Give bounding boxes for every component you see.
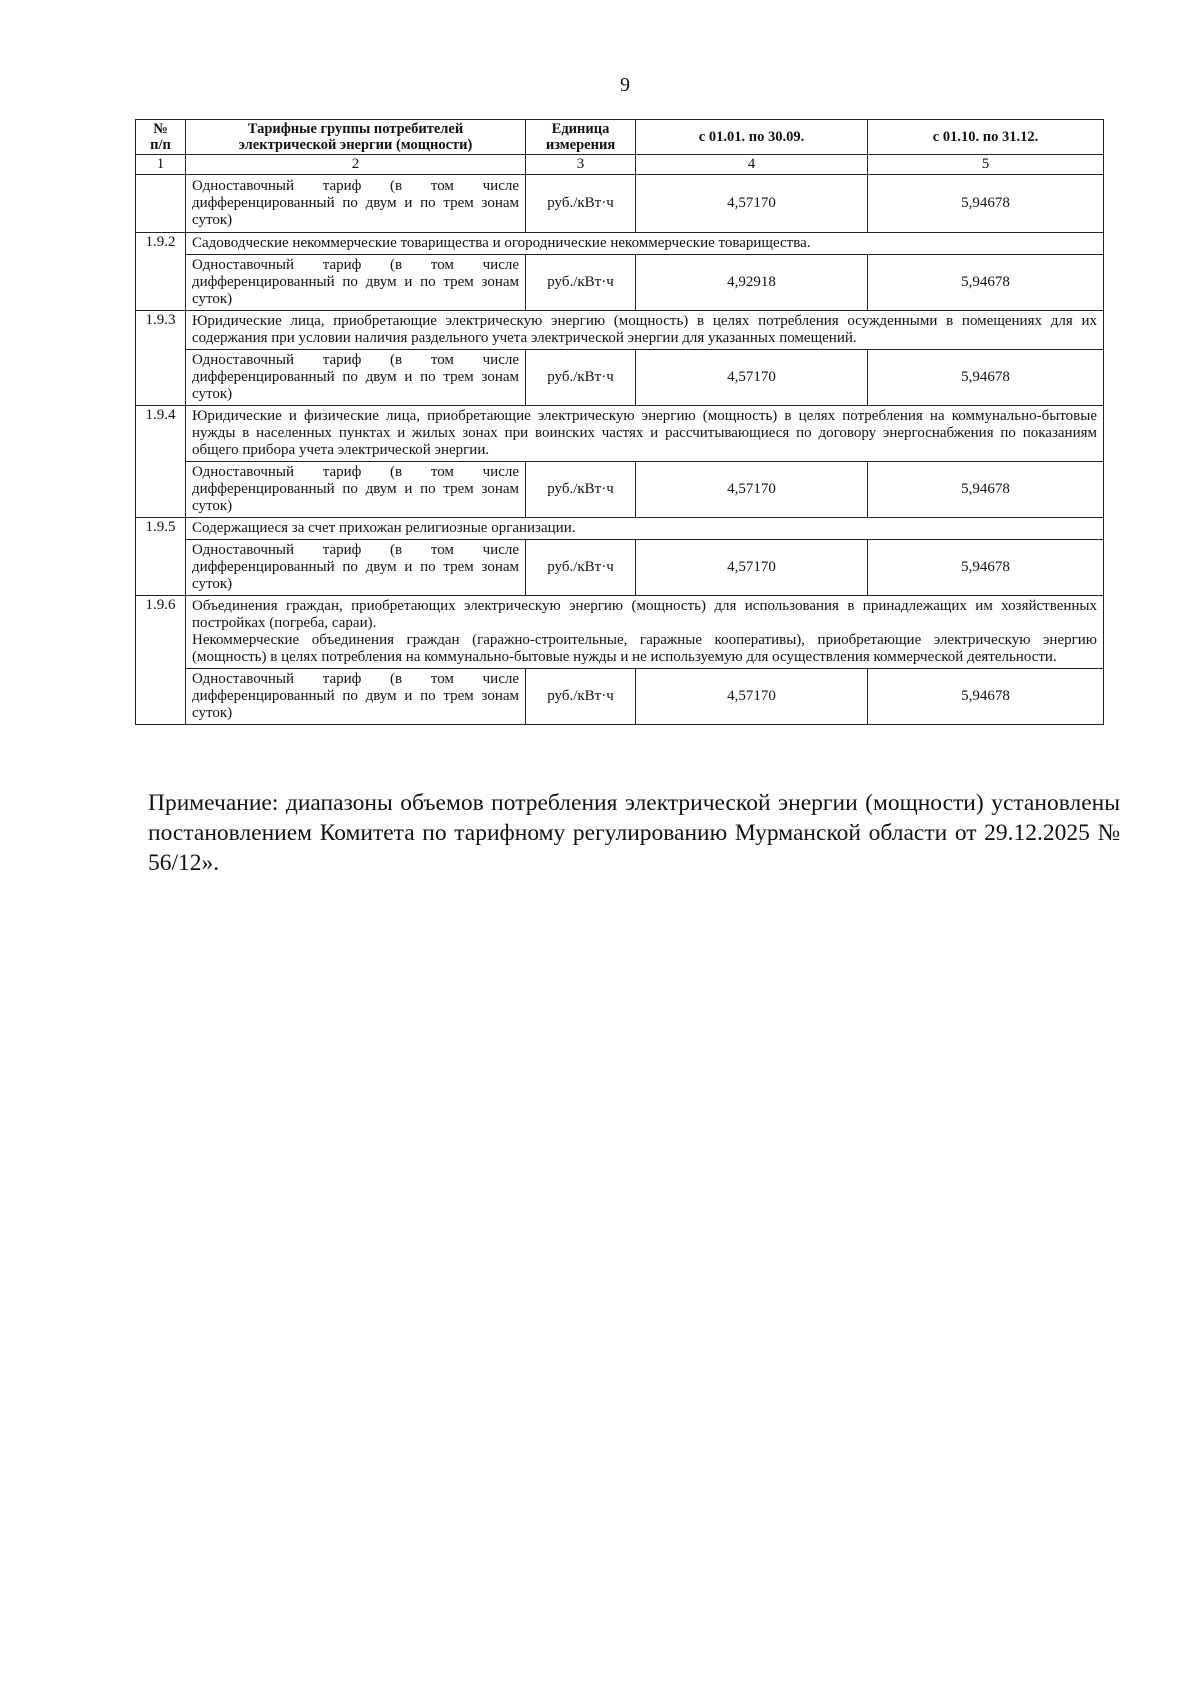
- row-desc: Одноставочный тариф (в том числе дифференцированный по двум и по трем зонам суток): [186, 540, 526, 596]
- tariff-table: [135, 119, 1104, 725]
- row-unit: руб./кВт·ч: [526, 462, 636, 518]
- row-value-period1: 4,92918: [636, 255, 868, 311]
- header-unit: Единица измерения: [526, 120, 636, 155]
- row-value-period1: 4,57170: [636, 350, 868, 406]
- group-row: [136, 518, 1104, 540]
- col-number: 5: [868, 155, 1104, 175]
- row-value-period2: 5,94678: [868, 175, 1104, 233]
- column-numbers-row: [136, 155, 1104, 175]
- group-title: Садоводческие некоммерческие товарищества и огороднические некоммерческие товарищества.: [186, 233, 1104, 255]
- row-desc: Одноставочный тариф (в том числе дифференцированный по двум и по трем зонам суток): [186, 175, 526, 233]
- group-row: [136, 233, 1104, 255]
- row-value-period2: 5,94678: [868, 350, 1104, 406]
- row-desc: Одноставочный тариф (в том числе дифференцированный по двум и по трем зонам суток): [186, 669, 526, 725]
- group-title-part-a: Объединения граждан, приобретающих электрическую энергию (мощность) для использования в принадлежащих им хозяйственных постройках (погреба, сараи).: [192, 598, 1097, 631]
- group-row: [136, 311, 1104, 350]
- col-number: 2: [186, 155, 526, 175]
- footnote: Примечание: диапазоны объемов потребления электрической энергии (мощности) установлены постановлением Комитета по тарифному регулированию Мурманской области от 29.12.2025 № 56/12».: [148, 790, 1120, 876]
- table-row: [136, 540, 1104, 596]
- col-number: 1: [136, 155, 186, 175]
- group-row: [136, 596, 1104, 669]
- table-row: [136, 462, 1104, 518]
- table-row: [136, 175, 1104, 233]
- table-row: [136, 669, 1104, 725]
- row-value-period1: 4,57170: [636, 462, 868, 518]
- group-num: 1.9.3: [136, 311, 186, 406]
- table-header-row: [136, 120, 1104, 155]
- group-row: [136, 406, 1104, 462]
- header-period1: с 01.01. по 30.09.: [636, 120, 868, 155]
- group-num: 1.9.4: [136, 406, 186, 518]
- row-unit: руб./кВт·ч: [526, 175, 636, 233]
- header-group: Тарифные группы потребителей электрической энергии (мощности): [186, 120, 526, 155]
- row-desc: Одноставочный тариф (в том числе дифференцированный по двум и по трем зонам суток): [186, 350, 526, 406]
- header-num: № п/п: [136, 120, 186, 155]
- row-value-period1: 4,57170: [636, 540, 868, 596]
- row-unit: руб./кВт·ч: [526, 669, 636, 725]
- row-value-period2: 5,94678: [868, 540, 1104, 596]
- row-value-period1: 4,57170: [636, 175, 868, 233]
- row-unit: руб./кВт·ч: [526, 350, 636, 406]
- row-value-period1: 4,57170: [636, 669, 868, 725]
- group-num: 1.9.6: [136, 596, 186, 725]
- group-num: 1.9.5: [136, 518, 186, 596]
- col-number: 4: [636, 155, 868, 175]
- col-number: 3: [526, 155, 636, 175]
- row-desc: Одноставочный тариф (в том числе дифференцированный по двум и по трем зонам суток): [186, 255, 526, 311]
- row-unit: руб./кВт·ч: [526, 255, 636, 311]
- row-value-period2: 5,94678: [868, 462, 1104, 518]
- group-title: Содержащиеся за счет прихожан религиозные организации.: [186, 518, 1104, 540]
- header-period2: с 01.10. по 31.12.: [868, 120, 1104, 155]
- row-value-period2: 5,94678: [868, 669, 1104, 725]
- row-value-period2: 5,94678: [868, 255, 1104, 311]
- row-num: [136, 175, 186, 233]
- group-title: Юридические лица, приобретающие электрическую энергию (мощность) в целях потребления осужденными в помещениях для их содержания при условии наличия раздельного учета электрической энергии для указанных помещений.: [186, 311, 1104, 350]
- group-num: 1.9.2: [136, 233, 186, 311]
- group-title: Юридические и физические лица, приобретающие электрическую энергию (мощность) в целях потребления на коммунально-бытовые нужды в населенных пунктах и жилых зонах при воинских частях и рассчитывающиеся по договору энергоснабжения по показаниям общего прибора учета электрической энергии.: [186, 406, 1104, 462]
- table-row: [136, 350, 1104, 406]
- group-title-part-b: Некоммерческие объединения граждан (гаражно-строительные, гаражные кооперативы), приобретающие электрическую энергию (мощность) в целях потребления на коммунально-бытовые нужды и не используемую для осуществления коммерческой деятельности.: [192, 632, 1097, 665]
- page-number: 9: [620, 74, 630, 96]
- table-row: [136, 255, 1104, 311]
- group-title: [186, 596, 1104, 669]
- row-unit: руб./кВт·ч: [526, 540, 636, 596]
- row-desc: Одноставочный тариф (в том числе дифференцированный по двум и по трем зонам суток): [186, 462, 526, 518]
